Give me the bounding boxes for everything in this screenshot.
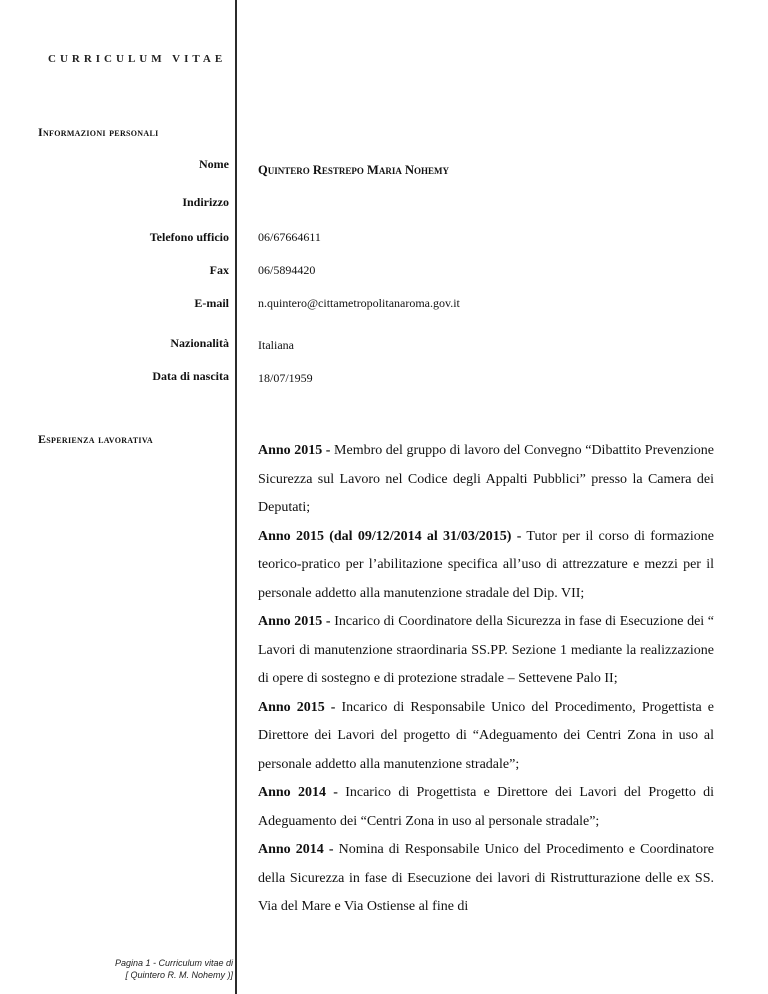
entry-text: Incarico di Responsabile Unico del Procedimento, Progettista e Direttore dei Lavori del progetto di “Adeguamento dei Centri Zona in uso al personale addetto alla manutenzione stradale”; <box>258 699 714 772</box>
entry-text: Nomina di Responsabile Unico del Procedimento e Coordinatore della Sicurezza in fase di Esecuzione dei lavori di Ristrutturazione delle ex SS. Via del Mare e Via Ostiense al fine di <box>258 842 714 914</box>
section-personal-info: Informazioni personali <box>38 125 159 139</box>
experience-entry <box>258 836 714 922</box>
fax-value: 06/5894420 <box>258 263 316 277</box>
experience-entry <box>258 437 714 523</box>
name-value: Quintero Restrepo Maria Nohemy <box>258 163 449 177</box>
entry-text: Incarico di Coordinatore della Sicurezza in fase di Esecuzione dei “ Lavori di manutenzione straordinaria SS.PP. Sezione 1 mediante la realizzazione di opere di sostegno e di protezione stradale – Settevene Palo II; <box>258 614 714 686</box>
experience-list <box>258 437 714 922</box>
entry-text: Membro del gruppo di lavoro del Convegno “Dibattito Prevenzione Sicurezza sul Lavoro nel Codice degli Appalti Pubblici” presso la Camera dei Deputati; <box>258 443 714 515</box>
entry-year: Anno 2015 (dal 09/12/2014 al 31/03/2015) - <box>258 528 522 544</box>
experience-entry <box>258 694 714 780</box>
entry-year: Anno 2015 - <box>258 443 331 458</box>
entry-year: Anno 2015 - <box>258 614 331 629</box>
document-title: CURRICULUM VITAE <box>48 53 227 65</box>
birth-date-label: Data di nascita <box>152 369 229 383</box>
email-value: n.quintero@cittametropolitanaroma.gov.it <box>258 296 460 310</box>
footer-owner-line: [ Quintero R. M. Nohemy )] <box>125 970 233 980</box>
birth-date-value: 18/07/1959 <box>258 371 313 385</box>
page-footer <box>115 957 233 981</box>
section-work-experience: Esperienza lavorativa <box>38 432 153 446</box>
phone-label: Telefono ufficio <box>149 230 229 244</box>
entry-year: Anno 2015 - <box>258 699 336 715</box>
phone-value: 06/67664611 <box>258 230 321 244</box>
entry-text: Incarico di Progettista e Direttore dei Lavori del Progetto di Adeguamento dei “Centri Zona in uso al personale stradale”; <box>258 785 714 829</box>
name-label: Nome <box>199 157 229 171</box>
experience-entry <box>258 779 714 836</box>
experience-entry <box>258 523 714 609</box>
email-label: E-mail <box>194 296 229 310</box>
entry-year: Anno 2014 - <box>258 785 338 800</box>
footer-page-line: Pagina 1 - Curriculum vitae di <box>114 958 233 968</box>
nationality-label: Nazionalità <box>170 336 229 350</box>
address-label: Indirizzo <box>182 195 229 209</box>
experience-entry <box>258 608 714 694</box>
entry-text: Tutor per il corso di formazione teorico-pratico per l’abilitazione specifica all’uso di attrezzature e mezzi per il personale addetto alla manutenzione stradale del Dip. VII; <box>258 528 714 601</box>
entry-year: Anno 2014 - <box>258 842 334 857</box>
fax-label: Fax <box>209 263 229 277</box>
nationality-value: Italiana <box>258 338 294 352</box>
vertical-divider <box>235 0 237 994</box>
